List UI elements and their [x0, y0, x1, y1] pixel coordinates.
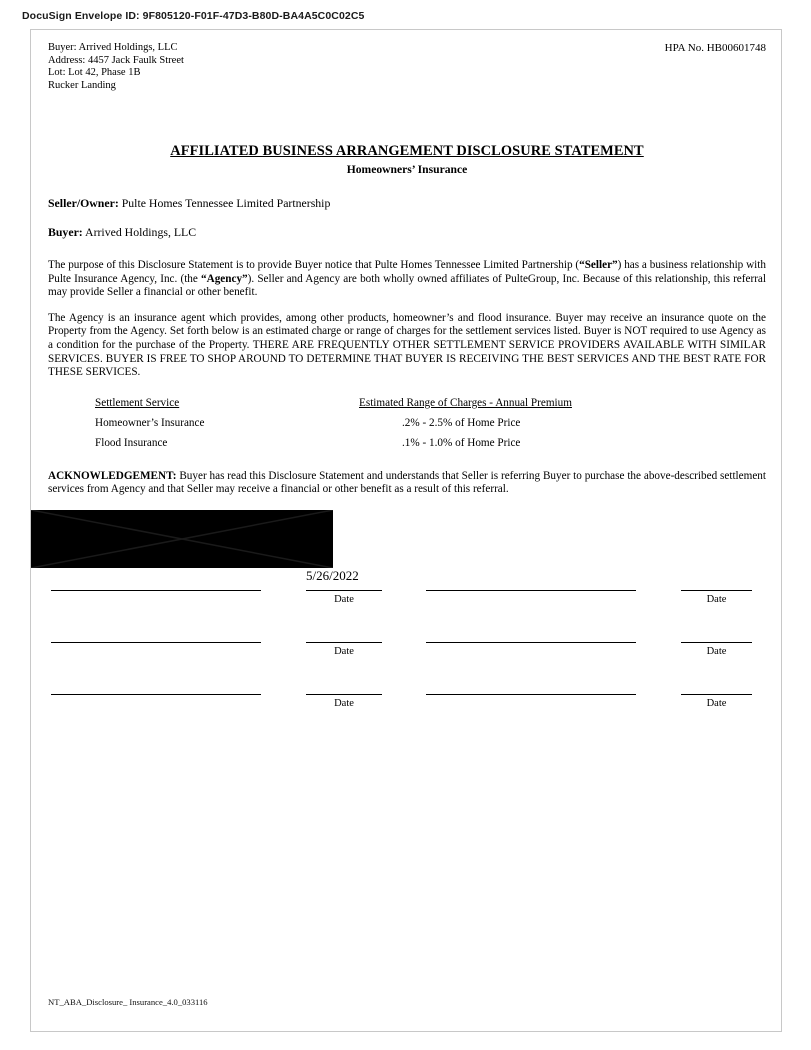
- page-title: AFFILIATED BUSINESS ARRANGEMENT DISCLOSURE STATEMENT: [170, 143, 644, 159]
- signed-date-value: 5/26/2022: [306, 567, 359, 583]
- header-community-line: Rucker Landing: [48, 79, 116, 91]
- signature-line-buyer-3[interactable]: [51, 642, 261, 643]
- signature-line-buyer-2[interactable]: [426, 590, 636, 591]
- seller-line: [48, 196, 766, 211]
- acknowledgement-text: Buyer has read this Disclosure Statement and understands that Seller is referring Buyer to purchase the above-described settlement services from Agency and that Seller may receive a financial or other benefit as a result of this referral.: [48, 469, 766, 496]
- date-caption: Date: [706, 697, 727, 709]
- seller-value: Pulte Homes Tennessee Limited Partnership: [121, 196, 331, 210]
- date-line-buyer-2[interactable]: [681, 590, 752, 591]
- signature-row-2: [48, 612, 766, 664]
- signature-line-buyer-4[interactable]: [426, 642, 636, 643]
- signature-row-3: [48, 664, 766, 716]
- signature-line-buyer-1[interactable]: [51, 590, 261, 591]
- date-line-buyer-5[interactable]: [306, 694, 382, 695]
- date-line-buyer-4[interactable]: [681, 642, 752, 643]
- signature-redaction-box: [31, 510, 333, 568]
- charges-table-header-row: [48, 396, 766, 416]
- charges-row1-service: Flood Insurance: [95, 436, 168, 449]
- purpose-text-a: The purpose of this Disclosure Statement is to provide Buyer notice that Pulte Homes Tennessee Limited Partnership (: [48, 259, 580, 271]
- title-block: [48, 143, 766, 176]
- signature-area: [48, 560, 766, 709]
- buyer-line: [48, 225, 766, 240]
- acknowledgement-label: ACKNOWLEDGEMENT:: [48, 469, 177, 482]
- table-row: [48, 416, 766, 436]
- date-caption: Date: [706, 593, 727, 605]
- charges-col-range: Estimated Range of Charges - Annual Premium: [359, 396, 572, 409]
- agency-paragraph: The Agency is an insurance agent which provides, among other products, homeowner’s and flood insurance. Buyer may receive an insurance quote on the Property from the Agency. Set forth below is an estimated charge or range of charges for the settlement services listed. Buyer is NOT required to use Agency as a condition for the purchase of the Property. THERE ARE FREQUENTLY OTHER SETTLEMENT SERVICE PROVIDERS AVAILABLE WITH SIMILAR SERVICES. BUYER IS FREE TO SHOP AROUND TO DETERMINE THAT BUYER IS RECEIVING THE BEST SERVICES AND THE BEST RATE FOR THESE SERVICES.: [48, 311, 766, 379]
- purpose-text-c: ). Seller and Agency are both wholly owned affiliates of PulteGroup, Inc. Because of this relationship, this referral may provide Seller a financial or other benefit.: [48, 272, 766, 299]
- header-address-line: Address: 4457 Jack Faulk Street: [48, 54, 184, 66]
- signature-line-buyer-6[interactable]: [426, 694, 636, 695]
- charges-row1-range: .1% - 1.0% of Home Price: [402, 436, 521, 449]
- docusign-envelope-bar: [0, 0, 811, 29]
- signature-line-buyer-5[interactable]: [51, 694, 261, 695]
- page-subtitle: Homeowners’ Insurance: [346, 163, 468, 176]
- date-caption: Date: [334, 697, 354, 709]
- purpose-text-b: ) has a business relationship with Pulte Insurance Agency, Inc. (the: [48, 259, 766, 285]
- charges-table: [48, 396, 766, 456]
- redaction-cross-icon: [31, 510, 333, 568]
- docusign-envelope-id: DocuSign Envelope ID: 9F805120-F01F-47D3-B80D-BA4A5C0C02C5: [22, 10, 365, 22]
- document-page: [30, 29, 782, 1032]
- document-body: [48, 42, 766, 709]
- acknowledgement-paragraph: [48, 470, 766, 497]
- charges-row0-service: Homeowner’s Insurance: [95, 416, 205, 429]
- date-caption: Date: [334, 645, 354, 657]
- footer-form-code: NT_ABA_Disclosure_ Insurance_4.0_033116: [48, 997, 208, 1007]
- date-caption: Date: [334, 593, 354, 605]
- seller-label: Seller/Owner:: [48, 196, 119, 210]
- buyer-label: Buyer:: [48, 225, 83, 239]
- charges-col-service: Settlement Service: [95, 396, 180, 409]
- header-lot-line: Lot: Lot 42, Phase 1B: [48, 67, 141, 79]
- header-property-block: [48, 42, 184, 92]
- date-line-buyer-6[interactable]: [681, 694, 752, 695]
- buyer-value: Arrived Holdings, LLC: [85, 225, 197, 239]
- seller-defined-term: “Seller”: [579, 259, 618, 271]
- date-line-buyer-3[interactable]: [306, 642, 382, 643]
- table-row: [48, 436, 766, 456]
- header-buyer-line: Buyer: Arrived Holdings, LLC: [48, 42, 178, 53]
- date-caption: Date: [706, 645, 727, 657]
- agency-defined-term: “Agency”: [201, 272, 248, 285]
- charges-row0-range: .2% - 2.5% of Home Price: [402, 416, 521, 429]
- document-header: [48, 42, 766, 96]
- date-line-buyer-1[interactable]: [306, 590, 382, 591]
- purpose-paragraph: [48, 259, 766, 300]
- header-hpa-number: HPA No. HB00601748: [664, 42, 766, 54]
